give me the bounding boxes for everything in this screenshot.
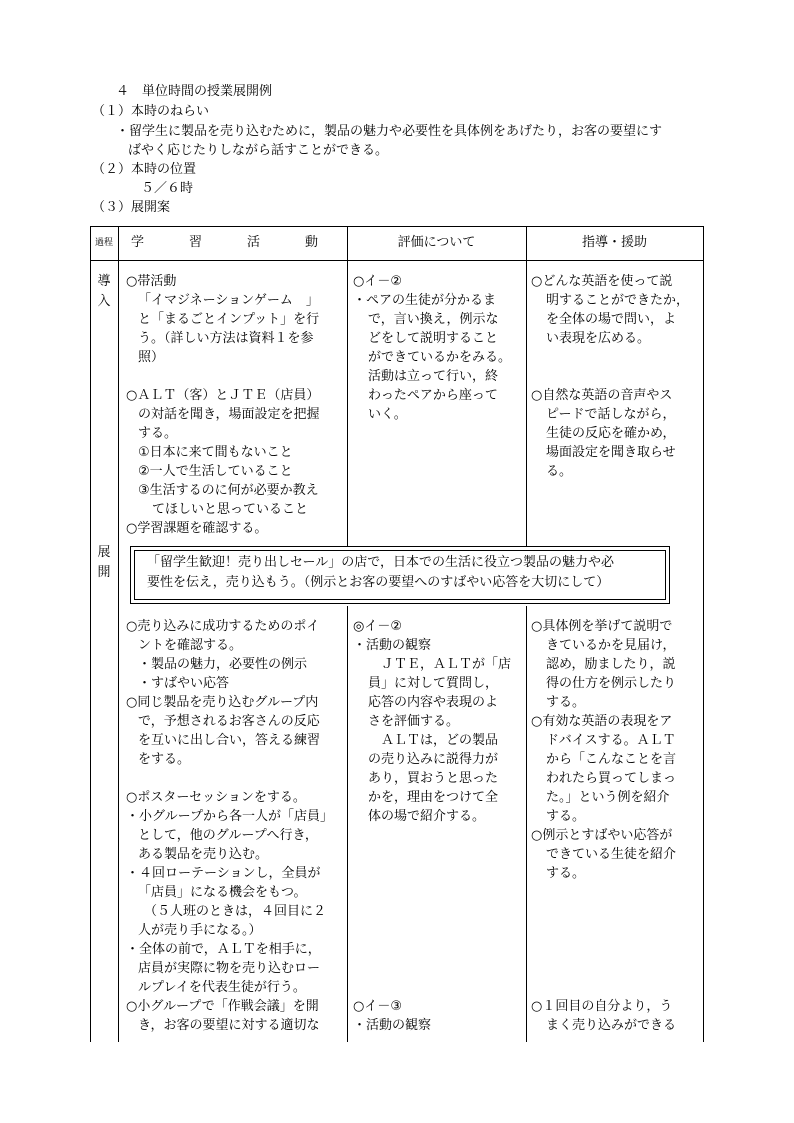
table-col-divider-3a xyxy=(526,226,527,546)
dev-activity-line: ・全体の前で，ＡＬＴを相手に， xyxy=(126,942,321,957)
plan-heading: （３）展開案 xyxy=(92,200,171,215)
header-phase: 過程 xyxy=(94,238,113,248)
table-header-border xyxy=(90,260,704,261)
dev-evaluation-line: ◎イ－② xyxy=(353,619,402,634)
intro-activity-line: う。（詳しい方法は資料１を参 xyxy=(138,331,314,346)
dev-guidance-line: ○有効な英語の表現をア xyxy=(531,714,673,729)
intro-evaluation-line: いく。 xyxy=(368,407,407,422)
section-heading: ４ 単位時間の授業展開例 xyxy=(116,84,273,99)
dev-guidance-line: できている生徒を紹介 xyxy=(546,847,677,862)
intro-activity-line: ○帯活動 xyxy=(126,274,177,289)
aim-line-1: ・留学生に製品を売り込むために，製品の魅力や必要性を具体例をあげたり，お客の要望にす xyxy=(116,124,663,139)
dev-guidance-line: われたら買ってしまっ xyxy=(546,771,677,786)
dev-activity-line: 人が売り手になる。） xyxy=(138,923,262,938)
dev-activity-line: ○同じ製品を売り込むグループ内 xyxy=(126,695,319,710)
dev-activity-line: をする。 xyxy=(138,752,191,767)
intro-guidance-line: い表現を広める。 xyxy=(546,331,651,346)
aim-heading: （１）本時のねらい xyxy=(92,104,210,119)
learning-goal-line-1: 「留学生歓迎！売り出しセール」の店で，日本での生活に役立つ製品の魅力や必 xyxy=(147,555,614,570)
dev-evaluation-line: あり，買おうと思った xyxy=(368,771,499,786)
dev-evaluation-line: 応答の内容や表現のよ xyxy=(368,695,499,710)
dev-activity-line: 店員が実際に物を売り込むロー xyxy=(138,961,321,976)
dev-activity-line: ・４回ローテーションし，全員が xyxy=(126,866,321,881)
intro-activity-line: ①日本に来て間もないこと xyxy=(138,445,293,460)
table-col-divider-1 xyxy=(118,226,119,1042)
dev-guidance-line: ○具体例を挙げて説明で xyxy=(531,619,673,634)
dev-activity-line: ントを確認する。 xyxy=(138,638,243,653)
dev-activity-line: ○小グループで「作戦会議」を開 xyxy=(126,999,319,1014)
dev-guidance-line: する。 xyxy=(546,866,586,881)
dev-activity-line: ○ポスターセッションをする。 xyxy=(126,790,306,805)
dev-guidance-line: 認め，励ましたり，説 xyxy=(546,657,676,672)
dev-guidance-line: ○例示とすばやい応答が xyxy=(531,828,673,843)
phase-intro-char-1: 導 xyxy=(97,274,111,289)
intro-evaluation-line: 活動は立って行い，終 xyxy=(368,369,499,384)
intro-guidance-line: 場面設定を聞き取らせ xyxy=(546,445,676,460)
intro-activity-line: ③生活するのに何が必要か教え xyxy=(138,483,319,498)
intro-guidance-line: ○自然な英語の音声やス xyxy=(531,388,673,403)
intro-activity-line: と「まるごとインプット」を行 xyxy=(138,312,320,327)
phase-dev-char-1: 展 xyxy=(97,545,111,560)
dev-evaluation-line: ・活動の観察 xyxy=(353,1018,432,1033)
dev-evaluation-line: さを評価する。 xyxy=(368,714,460,729)
dev-evaluation-line: ＪＴＥ，ＡＬＴが「店 xyxy=(381,657,512,672)
intro-evaluation-line: ・ペアの生徒が分かるま xyxy=(353,293,497,308)
dev-guidance-line: する。 xyxy=(546,695,586,710)
intro-evaluation-line: ○イ－② xyxy=(353,274,402,289)
header-evaluation: 評価について xyxy=(397,235,476,250)
dev-activity-line: ○売り込みに成功するためのポイ xyxy=(126,619,320,634)
dev-activity-line: で，予想されるお客さんの反応 xyxy=(138,714,320,729)
dev-activity-line: 「店員」になる機会をもつ。 xyxy=(138,885,307,900)
dev-guidance-line: ○１回目の自分より，う xyxy=(531,999,673,1014)
dev-evaluation-line: かを，理由をつけて全 xyxy=(368,790,499,805)
dev-activity-line: ルプレイを代表生徒が行う。 xyxy=(138,980,306,995)
dev-guidance-line: 得の仕方を例示したり xyxy=(546,676,677,691)
dev-guidance-line: まく売り込みができる xyxy=(546,1018,677,1033)
dev-activity-line: き，お客の要望に対する適切な xyxy=(138,1018,320,1033)
dev-activity-line: ある製品を売り込む。 xyxy=(138,847,269,862)
intro-guidance-line: 生徒の反応を確かめ， xyxy=(546,426,676,441)
dev-evaluation-line: 員」に対して質問し， xyxy=(368,676,499,691)
intro-activity-line: の対話を聞き，場面設定を把握 xyxy=(138,407,320,422)
table-right-border xyxy=(703,226,704,1042)
table-left-border xyxy=(90,226,91,1042)
header-activity: 学 習 活 動 xyxy=(130,235,334,250)
dev-guidance-line: ドバイスする。ＡＬＴ xyxy=(546,733,676,748)
intro-evaluation-line: ができているかをみる。 xyxy=(368,350,512,365)
position-heading: （２）本時の位置 xyxy=(92,162,197,177)
dev-activity-line: を互いに出し合い，答える練習 xyxy=(138,733,321,748)
intro-guidance-line: 明することができたか， xyxy=(546,293,690,308)
phase-intro-char-2: 入 xyxy=(97,294,111,309)
dev-guidance-line: から「こんなことを言 xyxy=(546,752,677,767)
intro-guidance-line: る。 xyxy=(546,464,573,479)
dev-activity-line: ・小グループから各一人が「店員」 xyxy=(126,809,333,824)
table-col-divider-2b xyxy=(347,606,348,1042)
dev-activity-line: ・すばやい応答 xyxy=(138,676,230,691)
aim-line-2: ばやく応じたりしながら話すことができる。 xyxy=(128,143,389,158)
intro-guidance-line: ピードで話しながら， xyxy=(546,407,676,422)
dev-evaluation-line: ○イ－③ xyxy=(353,999,402,1014)
dev-evaluation-line: ・活動の観察 xyxy=(353,638,432,653)
intro-evaluation-line: どをして説明すること xyxy=(368,331,499,346)
intro-guidance-line: を全体の場で問い，よ xyxy=(546,312,677,327)
header-guidance: 指導・援助 xyxy=(581,235,647,250)
dev-activity-line: （５人班のときは，４回目に２ xyxy=(144,904,327,919)
learning-goal-line-2: 要性を伝え，売り込もう。（例示とお客の要望へのすばやい応答を大切にして） xyxy=(147,575,610,590)
dev-activity-line: ・製品の魅力，必要性の例示 xyxy=(138,657,308,672)
intro-activity-line: ○ＡＬＴ（客）とＪＴＥ（店員） xyxy=(126,388,320,403)
dev-evaluation-line: 体の場で紹介する。 xyxy=(368,809,486,824)
position-value: ５／６時 xyxy=(141,181,194,196)
table-col-divider-3b xyxy=(526,606,527,1042)
table-col-divider-2a xyxy=(347,226,348,546)
intro-evaluation-line: わったペアから座って xyxy=(368,388,498,403)
intro-guidance-line: ○どんな英語を使って説 xyxy=(531,274,673,289)
intro-activity-line: ○学習課題を確認する。 xyxy=(126,521,268,536)
dev-guidance-line: た。」という例を紹介 xyxy=(546,790,670,805)
dev-guidance-line: きているかを見届け， xyxy=(546,638,676,653)
intro-activity-line: 照） xyxy=(138,350,165,365)
dev-activity-line: として，他のグループへ行き， xyxy=(138,828,318,843)
intro-activity-line: ②一人で生活していること xyxy=(138,464,293,479)
dev-evaluation-line: ＡＬＴは，どの製品 xyxy=(381,733,499,748)
learning-goal-box xyxy=(130,546,670,604)
intro-activity-line: 「イマジネーションゲーム 」 xyxy=(138,293,319,308)
intro-activity-line: する。 xyxy=(138,426,178,441)
intro-evaluation-line: で，言い換え，例示な xyxy=(368,312,499,327)
intro-activity-line: てほしいと思っていること xyxy=(152,502,309,517)
dev-guidance-line: する。 xyxy=(546,809,586,824)
dev-evaluation-line: の売り込みに説得力が xyxy=(368,752,499,767)
phase-dev-char-2: 開 xyxy=(97,565,111,580)
